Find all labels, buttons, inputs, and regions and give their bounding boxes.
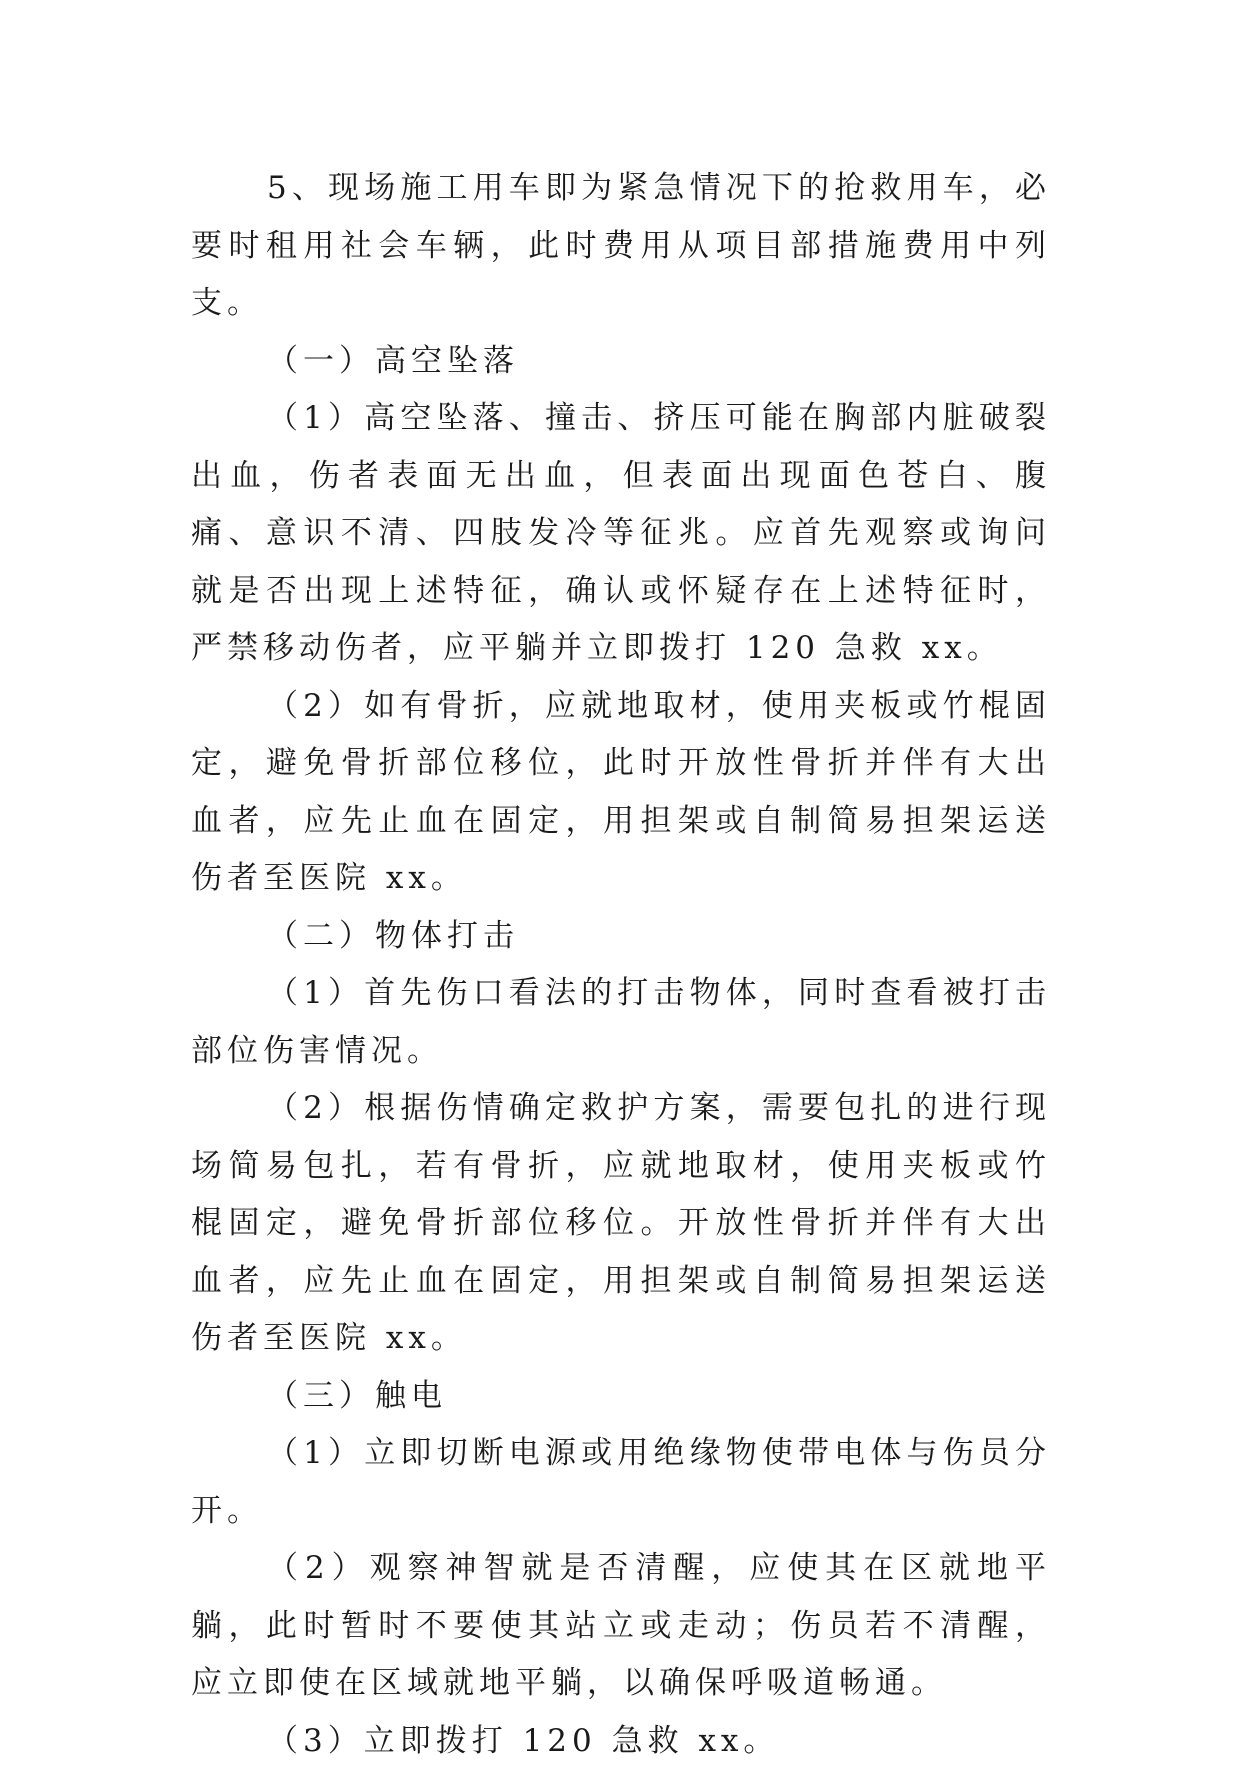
document-body: [191, 160, 1051, 1770]
para-shock-3: （3）立即拨打 120 急救 xx。: [191, 1713, 1051, 1770]
heading-shock: （三）触电: [191, 1368, 1051, 1426]
para-strike-2: （2）根据伤情确定救护方案，需要包扎的进行现场简易包扎，若有骨折，应就地取材，使用夹板或竹棍固定，避免骨折部位移位。开放性骨折并伴有大出血者，应先止血在固定，用担架或自制简易担架运送伤者至医院 xx。: [191, 1080, 1051, 1368]
para-strike-1: （1）首先伤口看法的打击物体，同时查看被打击部位伤害情况。: [191, 965, 1051, 1080]
para-fall-1: （1）高空坠落、撞击、挤压可能在胸部内脏破裂出血，伤者表面无出血，但表面出现面色苍白、腹痛、意识不清、四肢发冷等征兆。应首先观察或询问就是否出现上述特征，确认或怀疑存在上述特征时，严禁移动伤者，应平躺并立即拨打 120 急救 xx。: [191, 390, 1051, 678]
para-shock-2: （2）观察神智就是否清醒，应使其在区就地平躺，此时暂时不要使其站立或走动；伤员若不清醒，应立即使在区域就地平躺，以确保呼吸道畅通。: [191, 1540, 1051, 1713]
heading-strike: （二）物体打击: [191, 908, 1051, 966]
para-shock-1: （1）立即切断电源或用绝缘物使带电体与伤员分开。: [191, 1425, 1051, 1540]
heading-fall: （一）高空坠落: [191, 333, 1051, 391]
para-vehicle: 5、现场施工用车即为紧急情况下的抢救用车，必要时租用社会车辆，此时费用从项目部措施费用中列支。: [191, 160, 1051, 333]
para-fall-2: （2）如有骨折，应就地取材，使用夹板或竹棍固定，避免骨折部位移位，此时开放性骨折并伴有大出血者，应先止血在固定，用担架或自制简易担架运送伤者至医院 xx。: [191, 678, 1051, 908]
